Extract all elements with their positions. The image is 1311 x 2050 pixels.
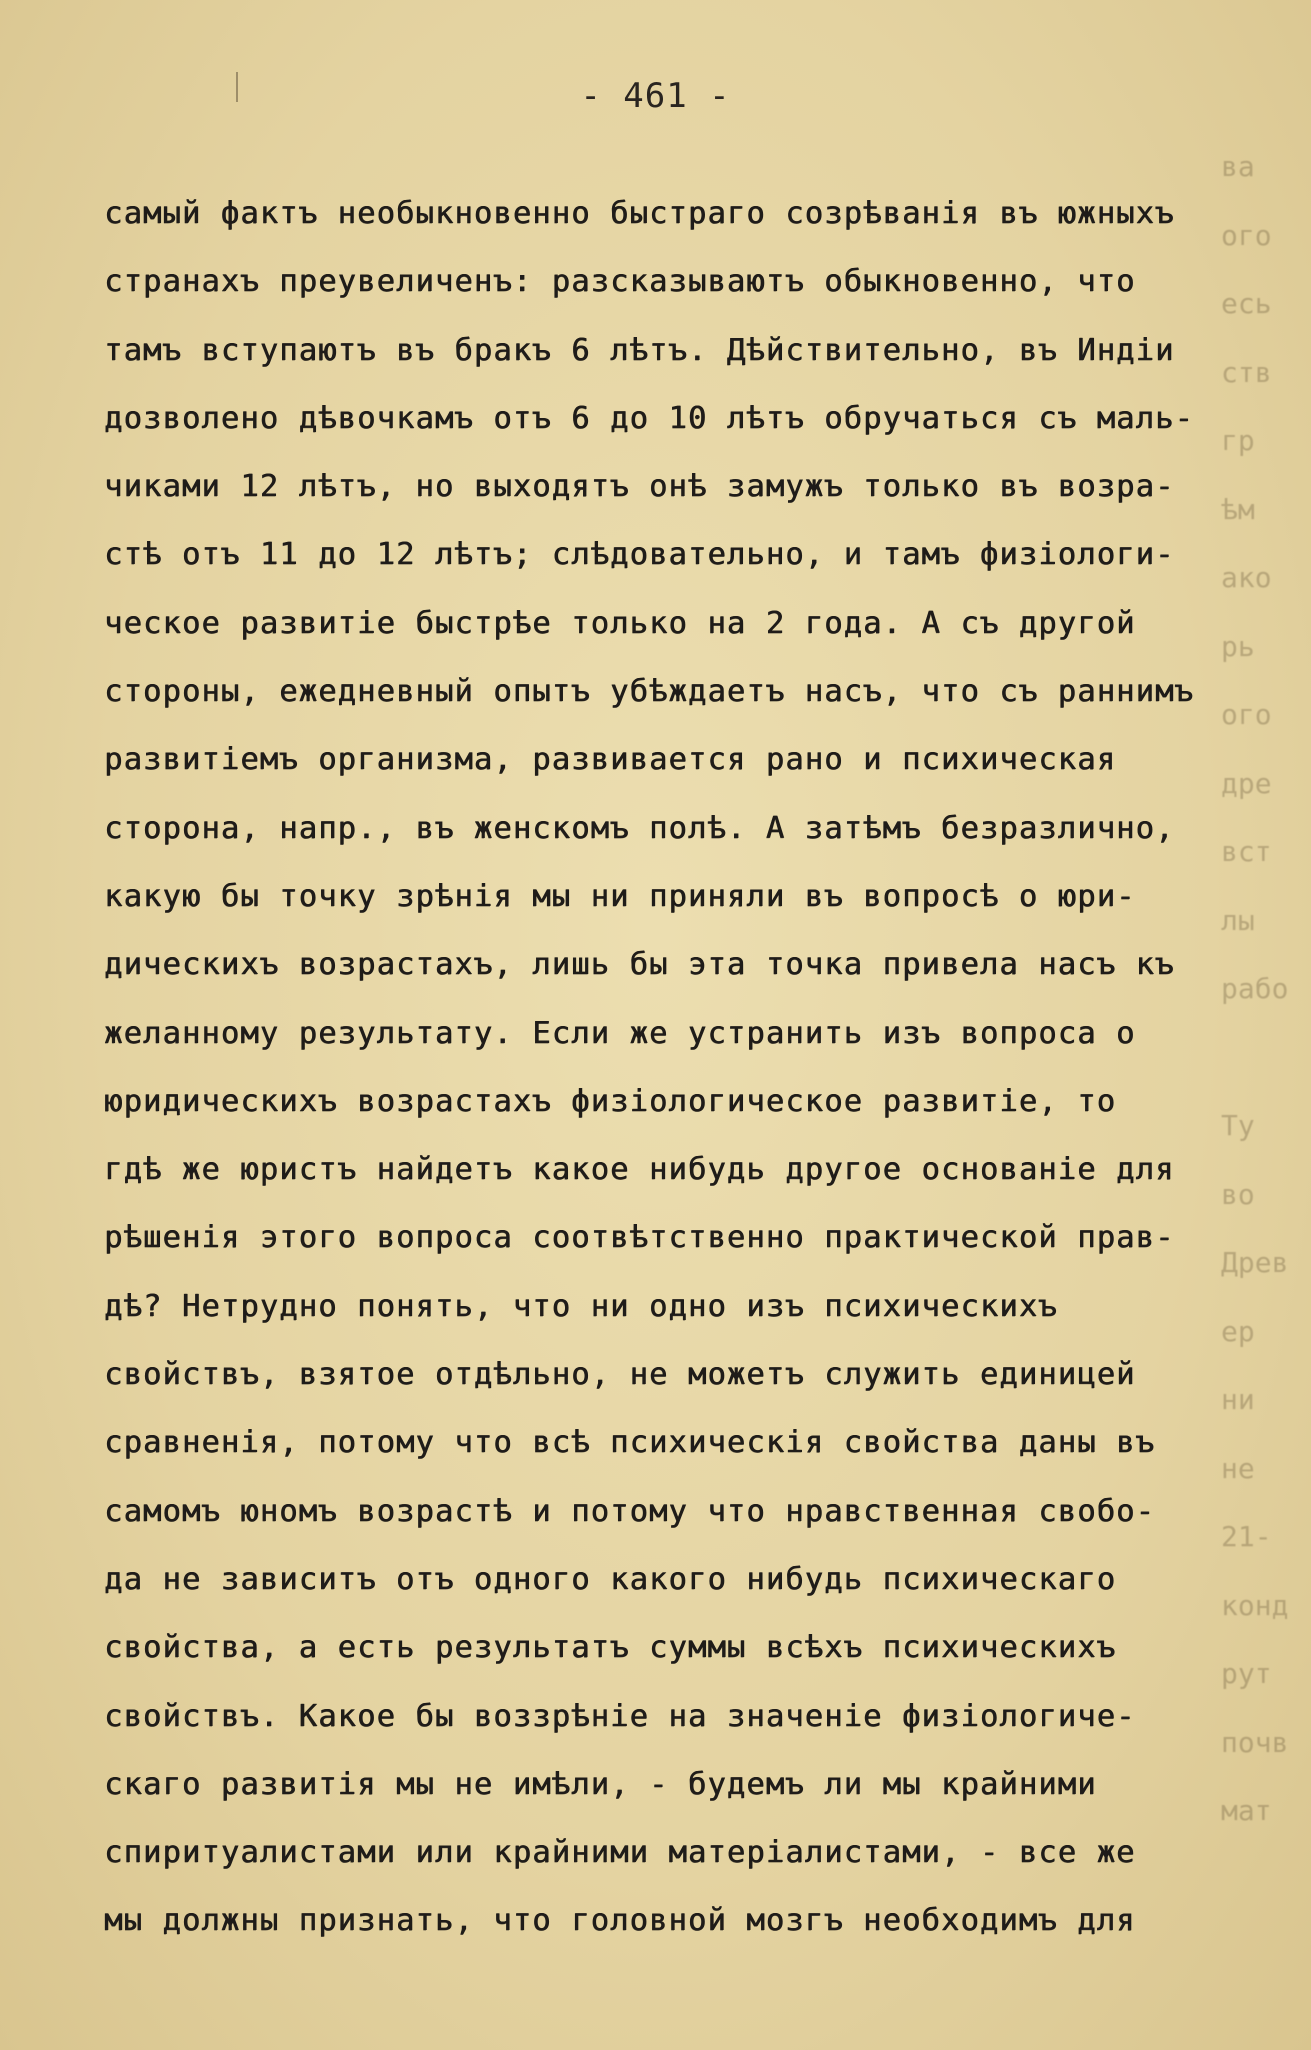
text-line: тамъ вступаютъ въ бракъ 6 лѣтъ. Дѣйствительно, въ Индіи [104, 332, 1175, 368]
text-line: желанному результату. Если же устранить изъ вопроса о [104, 1015, 1136, 1051]
text-line: скаго развитія мы не имѣли, - будемъ ли мы крайними [104, 1766, 1097, 1802]
text-line: сторона, напр., въ женскомъ полѣ. А затѣмъ безразлично, [104, 810, 1175, 846]
text-line: стороны, ежедневный опытъ убѣждаетъ насъ, что съ раннимъ [104, 674, 1194, 710]
text-line: дѣ? Нетрудно понять, что ни одно изъ психическихъ [104, 1288, 1058, 1324]
text-line: развитіемъ организма, развивается рано и психическая [104, 742, 1117, 778]
text-line: стѣ отъ 11 до 12 лѣтъ; слѣдовательно, и тамъ физіологи- [104, 537, 1175, 573]
text-line: ческое развитіе быстрѣе только на 2 года. А съ другой [104, 605, 1136, 641]
text-line: свойства, а есть результатъ суммы всѣхъ психическихъ [104, 1630, 1117, 1666]
text-line: мы должны признать, что головной мозгъ необходимъ для [104, 1903, 1136, 1939]
text-line: гдѣ же юристъ найдетъ какое нибудь другое основаніе для [104, 1152, 1175, 1188]
page-number: - 461 - [580, 76, 731, 116]
text-line: чиками 12 лѣтъ, но выходятъ онѣ замужъ только въ возра- [104, 469, 1175, 505]
text-line: свойствъ. Какое бы воззрѣніе на значеніе физіологиче- [104, 1698, 1136, 1734]
text-line: самый фактъ необыкновенно быстраго созрѣванія въ южныхъ [104, 196, 1175, 231]
text-line: сравненія, потому что всѣ психическія свойства даны въ [104, 1425, 1155, 1461]
text-line: юридическихъ возрастахъ физіологическое развитіе, то [104, 1083, 1117, 1119]
text-line: самомъ юномъ возрастѣ и потому что нравственная свобо- [104, 1493, 1155, 1529]
text-line: какую бы точку зрѣнія мы ни приняли въ вопросѣ о юри- [104, 878, 1136, 914]
text-line: дозволено дѣвочкамъ отъ 6 до 10 лѣтъ обручаться съ маль- [104, 400, 1194, 436]
text-line: рѣшенія этого вопроса соотвѣтственно практической прав- [104, 1220, 1175, 1256]
text-line: дическихъ возрастахъ, лишь бы эта точка привела насъ къ [104, 947, 1175, 983]
body-text [104, 180, 1254, 1956]
text-line: свойствъ, взятое отдѣльно, не можетъ служить единицей [104, 1357, 1136, 1393]
bleed-through-text: ва ого есь ств гр ѣм ако рь ого дре вст лы рабо Ту во Древ ер ни не 21- конд рут почв мат [1221, 150, 1289, 1827]
text-line: спиритуалистами или крайними матеріалистами, - все же [104, 1835, 1136, 1871]
text-line: странахъ преувеличенъ: разсказываютъ обыкновенно, что [104, 264, 1136, 300]
text-line: да не зависитъ отъ одного какого нибудь психическаго [104, 1561, 1117, 1597]
